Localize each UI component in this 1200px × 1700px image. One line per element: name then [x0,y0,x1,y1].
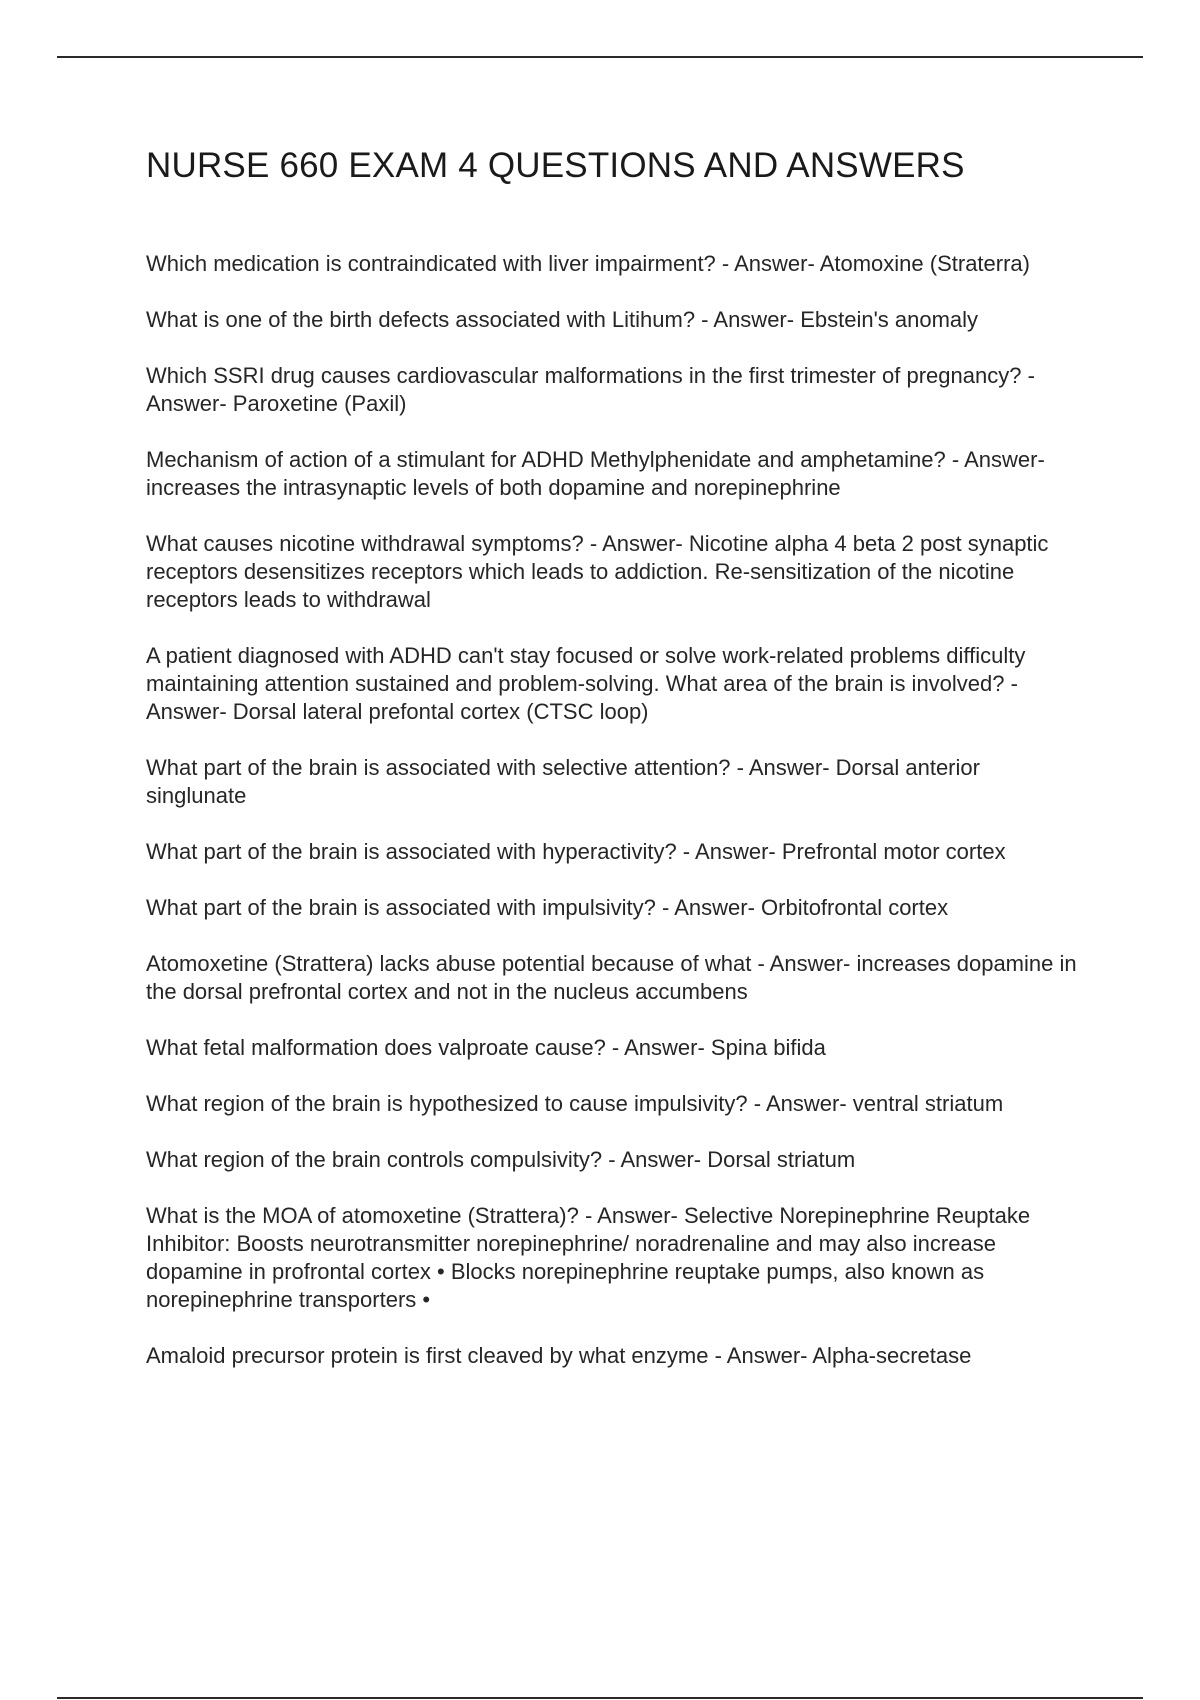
qa-item: Which SSRI drug causes cardiovascular malformations in the first trimester of pregnancy? - Answer- Paroxetine (Paxil) [146,363,1035,416]
document-body [146,140,1086,1398]
qa-item: What part of the brain is associated with hyperactivity? - Answer- Prefrontal motor cortex [146,839,1006,864]
qa-item: Which medication is contraindicated with liver impairment? - Answer- Atomoxine (Straterra) [146,251,1030,276]
qa-item: Mechanism of action of a stimulant for ADHD Methylphenidate and amphetamine? - Answer- increases the intrasynaptic levels of both dopamine and norepinephrine [146,447,1045,500]
qa-item: What region of the brain is hypothesized to cause impulsivity? - Answer- ventral striatum [146,1091,1004,1116]
qa-item: What region of the brain controls compulsivity? - Answer- Dorsal striatum [146,1147,856,1172]
footer-rule [57,1697,1143,1699]
qa-item: What is one of the birth defects associated with Litihum? - Answer- Ebstein's anomaly [146,307,979,332]
qa-item: What causes nicotine withdrawal symptoms? - Answer- Nicotine alpha 4 beta 2 post synaptic receptors desensitizes receptors which leads to addiction. Re-sensitization of the nicotine receptors leads to withdrawal [146,531,1049,612]
qa-list [146,250,1086,1370]
qa-item: What fetal malformation does valproate cause? - Answer- Spina bifida [146,1035,826,1060]
qa-item: What part of the brain is associated with selective attention? - Answer- Dorsal anterior singlunate [146,755,980,808]
qa-item: What part of the brain is associated with impulsivity? - Answer- Orbitofrontal cortex [146,895,949,920]
qa-item: Amaloid precursor protein is first cleaved by what enzyme - Answer- Alpha-secretase [146,1343,972,1368]
header-rule [57,56,1143,58]
qa-item: Atomoxetine (Strattera) lacks abuse potential because of what - Answer- increases dopamine in the dorsal prefrontal cortex and not in the nucleus accumbens [146,951,1077,1004]
qa-item: What is the MOA of atomoxetine (Strattera)? - Answer- Selective Norepinephrine Reuptake Inhibitor: Boosts neurotransmitter norepinephrine/ noradrenaline and may also increase dopamine in profrontal cortex • Blocks norepinephrine reuptake pumps, also known as norepinephrine transporters • [146,1203,1031,1312]
qa-item: A patient diagnosed with ADHD can't stay focused or solve work-related problems difficulty maintaining attention sustained and problem-solving. What area of the brain is involved? - Answer- Dorsal lateral prefontal cortex (CTSC loop) [146,643,1026,724]
document-title: NURSE 660 EXAM 4 QUESTIONS AND ANSWERS [146,146,965,185]
